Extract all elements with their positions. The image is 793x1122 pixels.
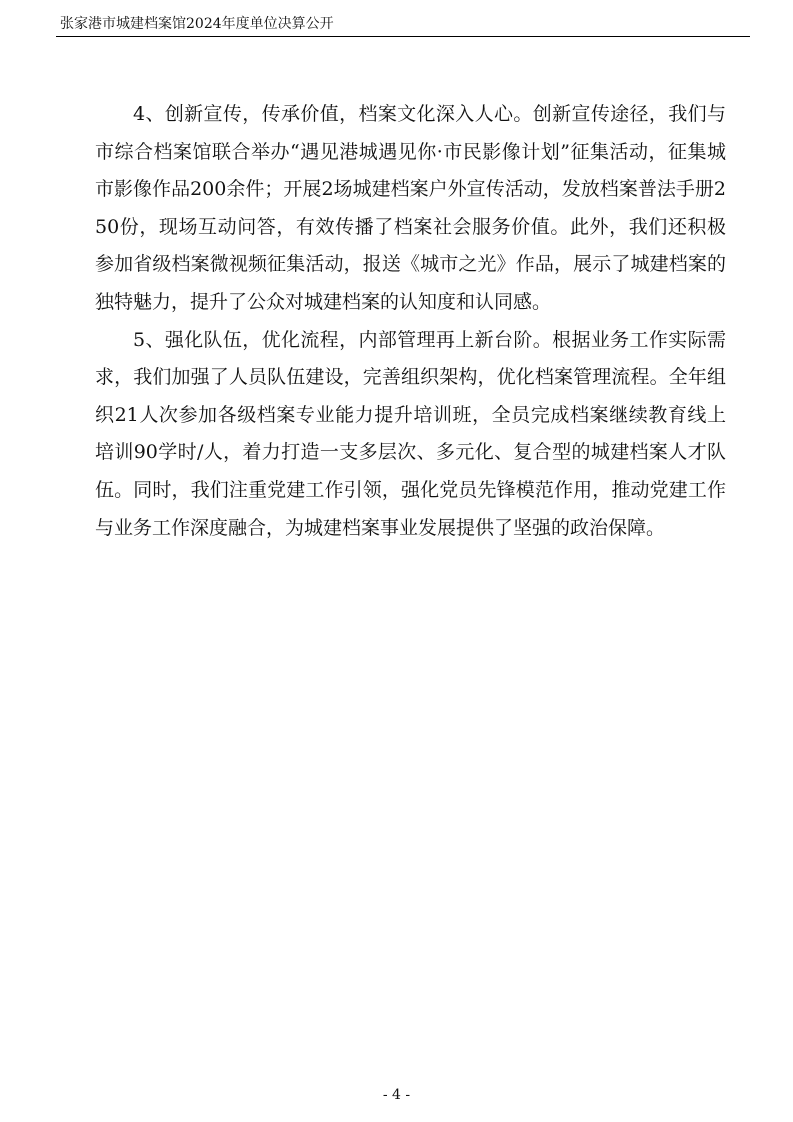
page-header: [56, 14, 750, 37]
page-number: - 4 -: [382, 1087, 411, 1103]
document-body: [95, 96, 726, 547]
paragraph-innovation-publicity: 4、创新宣传，传承价值，档案文化深入人心。创新宣传途径，我们与市综合档案馆联合举办“遇见港城遇见你·市民影像计划”征集活动，征集城市影像作品200余件；开展2场城建档案户外宣传活动，发放档案普法手册250份，现场互动问答，有效传播了档案社会服务价值。此外，我们还积极参加省级档案微视频征集活动，报送《城市之光》作品，展示了城建档案的独特魅力，提升了公众对城建档案的认知度和认同感。: [95, 103, 726, 313]
paragraph-team-building: 5、强化队伍，优化流程，内部管理再上新台阶。根据业务工作实际需求，我们加强了人员队伍建设，完善组织架构，优化档案管理流程。全年组织21人次参加各级档案专业能力提升培训班，全员完成档案继续教育线上培训90学时/人，着力打造一支多层次、多元化、复合型的城建档案人才队伍。同时，我们注重党建工作引领，强化党员先锋模范作用，推动党建工作与业务工作深度融合，为城建档案事业发展提供了坚强的政治保障。: [95, 328, 726, 539]
header-title: 张家港市城建档案馆2024年度单位决算公开: [60, 16, 334, 32]
